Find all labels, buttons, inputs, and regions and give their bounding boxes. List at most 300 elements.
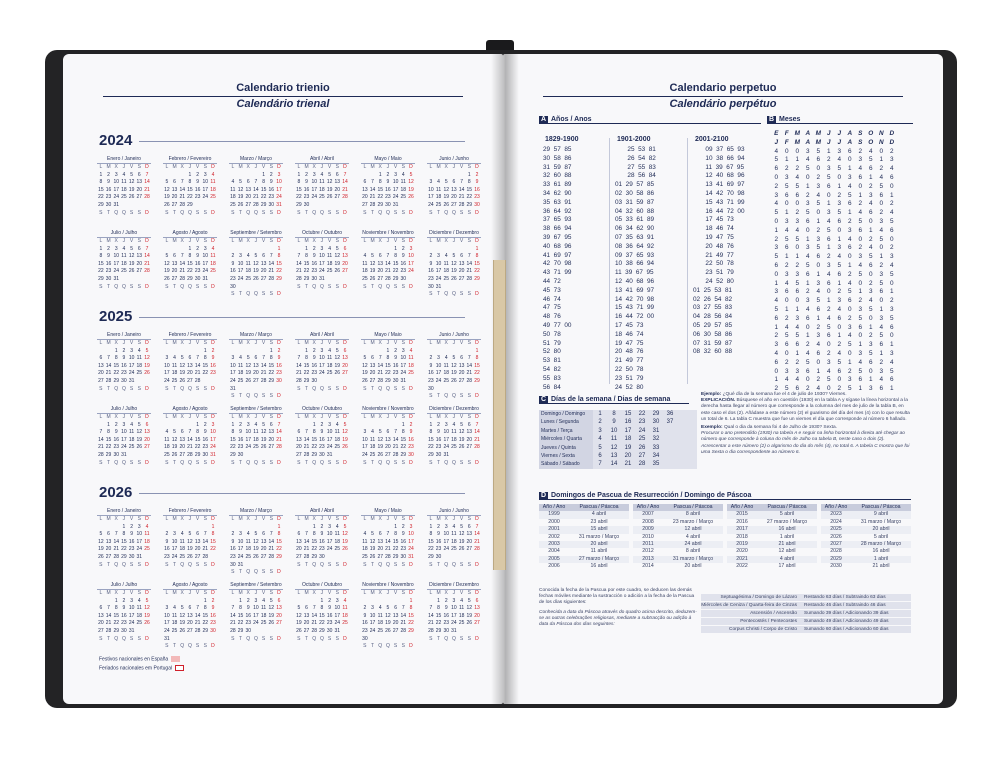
day-cell: 22 [303, 268, 310, 275]
month-name: Enero / Janeiro [97, 332, 151, 340]
month-code: 2 [837, 288, 842, 296]
day-cell: 30 [428, 385, 434, 392]
day-cell: 23 [194, 194, 201, 201]
day-cell: 19 [144, 362, 150, 369]
day-cell: 26 [458, 444, 465, 451]
day-cell: 1 [475, 347, 479, 354]
explanation-title: EXPLICACIÓN. [701, 398, 736, 404]
day-cell: 13 [187, 362, 193, 369]
weekday-head: S [335, 340, 339, 346]
day-cell: 23 [408, 444, 414, 451]
day-cell: 12 [245, 362, 251, 369]
weekday-foot: S [195, 643, 200, 650]
day-cell: 14 [230, 612, 236, 619]
month-code: 2 [805, 288, 810, 296]
day-cell: 28 [98, 451, 104, 458]
weekday-head: D [211, 590, 215, 596]
day-cell: 18 [451, 538, 457, 545]
day-cell: 30 [202, 451, 209, 458]
day-cell: 30 [362, 635, 368, 642]
weekday-head: J [386, 414, 390, 420]
day-cell: 4 [335, 421, 339, 428]
day-cell: 22 [210, 546, 216, 553]
weekday-head: V [393, 414, 398, 420]
months-row [771, 306, 897, 315]
day-cell: 23 [210, 620, 216, 627]
month-code: 6 [868, 261, 873, 269]
movable-feast-row [701, 618, 911, 625]
example-note [701, 392, 911, 456]
weekday-foot: S [165, 561, 169, 568]
month-code: 3 [784, 270, 789, 278]
empty-cell [105, 598, 113, 606]
weekday-head: S [467, 414, 471, 420]
weekday-head: X [378, 590, 382, 596]
day-cell: 10 [136, 531, 143, 538]
empty-cell [244, 284, 252, 292]
weekday-foot: D [409, 643, 413, 650]
month-initial: N [878, 138, 884, 146]
weekday-foot: D [343, 459, 347, 466]
day-cell: 9 [211, 605, 215, 612]
weekday-foot: S [429, 291, 433, 298]
weekday-foot: S [129, 385, 134, 392]
weekday-head: M [436, 340, 441, 346]
empty-cell [341, 554, 349, 562]
month-code: 3 [805, 147, 810, 155]
weekday-head: J [320, 164, 324, 170]
day-cell: 2 [231, 253, 235, 260]
empty-cell [97, 348, 105, 356]
weekday-foot: S [335, 561, 339, 568]
day-cell: 6 [343, 245, 347, 252]
day-cell: 27 [276, 620, 282, 627]
weekday-foot: Q [312, 635, 317, 642]
months-row [771, 244, 897, 253]
day-cell: 26 [451, 275, 457, 282]
month-code: 6 [889, 226, 894, 234]
day-cell: 18 [458, 612, 465, 619]
day-cell: 17 [164, 620, 170, 627]
month-code: 0 [784, 200, 789, 208]
weekday-head: V [393, 164, 398, 170]
weekday-foot: T [305, 459, 309, 466]
easter-head-row [727, 504, 817, 511]
month-code: 1 [816, 270, 821, 278]
empty-cell [260, 562, 268, 570]
easter-row [539, 556, 629, 563]
empty-cell [333, 202, 341, 210]
month-calendar [97, 156, 151, 217]
day-cell: 28 [385, 275, 391, 282]
day-cell: 23 [428, 377, 434, 384]
day-cell: 11 [362, 538, 368, 545]
empty-cell [427, 246, 435, 254]
month-code: 2 [879, 209, 884, 217]
easter-year: 2014 [642, 563, 654, 570]
weekday-foot: S [203, 643, 207, 650]
month-name: Agosto / Agosto [163, 582, 217, 590]
month-code: 4 [879, 376, 884, 384]
months-row [771, 315, 897, 324]
weekday-head: L [165, 164, 169, 170]
month-code: 6 [784, 191, 789, 199]
day-cell: 13 [253, 362, 259, 369]
weekday-foot: D [475, 393, 479, 400]
easter-year: 2028 [830, 548, 842, 555]
month-code: 2 [805, 341, 810, 349]
day-cell: 25 [408, 370, 414, 377]
day-cell: 12 [253, 260, 259, 267]
day-cell: 1 [312, 421, 316, 428]
day-cell: 5 [335, 245, 339, 252]
day-cell: 25 [326, 268, 333, 275]
day-cell: 18 [230, 194, 236, 201]
day-cell: 4 [328, 347, 331, 354]
empty-cell [260, 524, 268, 532]
easter-head: Pascua / Páscoa [579, 504, 619, 510]
day-cell: 21 [194, 370, 201, 377]
day-cell: 11 [171, 362, 178, 369]
weekday-foot: T [437, 459, 441, 466]
weekday-foot: S [363, 209, 367, 216]
empty-cell [229, 246, 237, 254]
month-calendar [229, 156, 283, 217]
weekday-head: D [409, 516, 413, 522]
day-cell: 28 [296, 275, 302, 282]
easter-body [821, 511, 911, 570]
month-code: 0 [868, 367, 873, 375]
month-calendar [427, 508, 481, 569]
weekday-foot: D [277, 209, 281, 216]
day-cell: 17 [210, 436, 216, 443]
empty-cell [143, 202, 151, 210]
weekday-name: Viernes / Sexta [539, 452, 593, 460]
day-cell: 22 [377, 194, 383, 201]
day-cell: 6 [173, 179, 176, 186]
month-code: 1 [837, 279, 842, 287]
weekday-foot: D [475, 635, 479, 642]
weekday-head: M [106, 164, 111, 170]
empty-cell [341, 202, 349, 210]
day-cell: 7 [460, 179, 463, 186]
day-cell: 17 [319, 260, 325, 267]
month-initial: J [837, 130, 842, 137]
weekday-foot: S [335, 635, 339, 642]
day-cell: 19 [245, 370, 251, 377]
month-code: 4 [868, 200, 873, 208]
weekday-value [663, 460, 677, 468]
weekday-value: 21 [624, 461, 632, 468]
day-cell: 12 [466, 605, 473, 612]
months-row [771, 227, 897, 236]
weekday-head: M [304, 164, 309, 170]
easter-head: Pascua / Páscoa [861, 504, 901, 510]
weekday-head: D [475, 238, 479, 244]
weekday-head: X [246, 340, 250, 346]
day-cell: 8 [114, 605, 118, 612]
weekday-head: L [165, 590, 169, 596]
example-pt: Qual o dia da semana foi 4 de Julho de 1930? Sexta. [723, 425, 838, 431]
day-cell: 27 [296, 553, 302, 560]
empty-cell [435, 246, 443, 254]
weekday-head: M [106, 340, 111, 346]
easter-date: 16 abril [590, 563, 608, 570]
weekday-head: V [129, 340, 134, 346]
easter-date: 1 abril [779, 533, 795, 540]
day-cell: 13 [458, 362, 465, 369]
easter-row [821, 511, 911, 518]
weekday-foot: Q [385, 643, 390, 650]
day-cell: 1 [305, 347, 308, 354]
empty-cell [229, 172, 237, 180]
day-cell: 27 [458, 377, 465, 384]
section-a-tag: A [540, 116, 547, 123]
empty-cell [135, 378, 143, 386]
day-cell: 25 [342, 620, 348, 627]
month-code: 3 [805, 244, 810, 252]
day-cell: 13 [136, 253, 143, 260]
weekday-foot: S [393, 385, 398, 392]
weekday-foot: S [363, 561, 367, 568]
day-cell: 12 [136, 429, 143, 436]
weekday-head: D [277, 340, 281, 346]
day-cell: 19 [466, 612, 473, 619]
month-code: 1 [868, 323, 873, 331]
weekday-foot: Q [114, 385, 119, 392]
day-cell: 20 [392, 620, 399, 627]
weekday-foot: S [231, 635, 235, 642]
day-cell: 7 [180, 179, 184, 186]
empty-cell [97, 422, 105, 430]
day-cell: 31 [113, 201, 119, 208]
months-row [771, 148, 897, 157]
day-cell: 1 [114, 347, 118, 354]
day-cell: 26 [144, 620, 150, 627]
day-cell: 25 [435, 201, 442, 208]
day-cell: 5 [254, 253, 258, 260]
day-cell: 31 [128, 627, 135, 634]
day-cell: 2 [328, 597, 331, 604]
weekday-foot: T [371, 209, 375, 216]
empty-cell [458, 348, 466, 356]
month-code: 6 [784, 288, 789, 296]
day-cell: 12 [128, 179, 135, 186]
month-code: 2 [847, 367, 852, 375]
month-code: 0 [774, 270, 779, 278]
movable-feast-row [701, 610, 911, 617]
months-row [771, 200, 897, 209]
day-cell: 26 [362, 377, 368, 384]
day-cell: 19 [268, 612, 275, 619]
day-cell: 22 [237, 620, 244, 627]
weekday-head: M [436, 238, 441, 244]
month-name: Febrero / Fevereiro [163, 156, 217, 164]
weekday-head: V [327, 164, 332, 170]
day-cell: 15 [474, 260, 480, 267]
month-code: 5 [774, 209, 779, 217]
month-code: 5 [847, 341, 852, 349]
day-cell: 12 [171, 436, 178, 443]
empty-cell [275, 628, 283, 636]
day-cell: 10 [164, 612, 170, 619]
month-code: 6 [826, 332, 831, 340]
weekday-head: L [363, 340, 367, 346]
day-cell: 28 [268, 275, 275, 282]
weekday-head: M [238, 590, 243, 596]
weekday-head: X [114, 164, 118, 170]
easter-date: 16 abril [778, 526, 796, 533]
day-cell: 1 [386, 347, 390, 354]
day-cell: 20 [260, 546, 267, 553]
day-cell: 4 [452, 421, 456, 428]
weekday-foot: Q [378, 643, 383, 650]
right-header-rule [543, 96, 903, 97]
day-cell: 20 [385, 444, 391, 451]
day-cell: 16 [164, 546, 170, 553]
month-code: 1 [847, 358, 852, 366]
weekday-foot: S [99, 635, 103, 642]
weekday-foot: D [475, 459, 479, 466]
weekday-foot: Q [180, 283, 185, 290]
easter-date: 8 abril [685, 548, 701, 555]
empty-cell [450, 452, 458, 460]
day-cell: 19 [342, 436, 348, 443]
weekday-head: J [122, 590, 126, 596]
day-cell: 13 [260, 538, 267, 545]
day-cell: 18 [136, 612, 143, 619]
weekday-foot: S [195, 283, 200, 290]
empty-cell [275, 386, 283, 394]
easter-year: 2027 [830, 541, 842, 548]
day-cell: 25 [451, 444, 457, 451]
day-cell: 1 [211, 523, 215, 530]
day-cell: 29 [428, 553, 434, 560]
day-cell: 16 [362, 620, 368, 627]
day-cell: 20 [276, 612, 282, 619]
day-cell: 16 [303, 186, 310, 193]
day-cell: 8 [386, 355, 390, 362]
weekday-head: V [129, 516, 134, 522]
weekday-foot: S [459, 561, 464, 568]
day-cell: 14 [400, 612, 407, 619]
day-cell: 8 [437, 605, 440, 612]
empty-cell [369, 422, 377, 430]
weekday-head: D [475, 516, 479, 522]
month-code: 2 [858, 297, 863, 305]
day-cell: 8 [262, 179, 265, 186]
weekday-foot: Q [246, 635, 251, 642]
weekday-foot: S [269, 393, 273, 400]
month-code: 5 [816, 200, 821, 208]
weekday-foot: Q [180, 459, 185, 466]
month-code: 5 [868, 349, 873, 357]
day-cell: 10 [435, 260, 442, 267]
day-cell: 6 [467, 523, 471, 530]
month-calendar [163, 582, 217, 651]
day-cell: 1 [312, 523, 316, 530]
month-code: 3 [774, 288, 779, 296]
weekday-head: S [335, 590, 339, 596]
day-cell: 14 [105, 612, 112, 619]
month-code: 1 [795, 156, 800, 164]
empty-cell [333, 276, 341, 284]
day-cell: 16 [435, 436, 442, 443]
day-cell: 6 [378, 253, 382, 260]
weekday-head: S [335, 516, 339, 522]
month-code: 4 [826, 314, 831, 322]
day-cell: 2 [130, 523, 133, 530]
day-cell: 30 [113, 451, 119, 458]
day-cell: 23 [362, 627, 368, 634]
months-row [771, 183, 897, 192]
day-cell: 12 [342, 429, 348, 436]
empty-cell [427, 348, 435, 356]
empty-cell [194, 348, 202, 356]
month-code: 3 [868, 288, 873, 296]
day-cell: 1 [203, 597, 207, 604]
month-code: 0 [774, 367, 779, 375]
month-code: 1 [858, 341, 863, 349]
empty-cell [252, 628, 260, 636]
day-cell: 21 [466, 370, 473, 377]
day-cell: 1 [114, 597, 118, 604]
legend-portugal-swatch [175, 665, 184, 671]
month-calendar [229, 406, 283, 467]
day-cell: 26 [466, 620, 473, 627]
day-cell: 23 [428, 275, 434, 282]
month-code: 4 [805, 349, 810, 357]
day-cell: 31 [164, 635, 170, 642]
month-calendar [163, 508, 217, 569]
weekday-foot: Q [451, 459, 456, 466]
day-cell: 24 [435, 377, 442, 384]
easter-row [539, 519, 629, 526]
month-code: 3 [858, 156, 863, 164]
weekday-head: V [459, 516, 464, 522]
day-cell: 10 [428, 186, 434, 193]
month-code: 0 [795, 244, 800, 252]
weekday-value: 3 [598, 427, 602, 434]
months-row [771, 192, 897, 201]
empty-cell [326, 202, 334, 210]
easter-year: 2015 [736, 511, 748, 518]
weekday-head: X [246, 590, 250, 596]
day-cell: 4 [231, 179, 235, 186]
month-code: 1 [879, 349, 884, 357]
right-title: Calendario perpetuo [669, 82, 777, 94]
day-cell: 15 [435, 612, 442, 619]
movable-feast-row [701, 626, 911, 633]
month-initial: M [815, 138, 821, 146]
easter-row [633, 541, 723, 548]
weekday-value: 32 [652, 436, 660, 443]
weekday-foot: S [203, 209, 207, 216]
empty-cell [171, 422, 179, 430]
month-calendar [361, 582, 415, 651]
day-cell: 13 [98, 362, 104, 369]
month-code: 1 [847, 165, 852, 173]
weekday-foot: D [409, 209, 413, 216]
easter-date: 5 abril [779, 511, 795, 518]
month-code: 1 [784, 253, 789, 261]
weekday-foot: S [269, 635, 273, 642]
day-cell: 14 [253, 186, 259, 193]
month-code: 2 [784, 314, 789, 322]
empty-cell [465, 348, 473, 356]
day-cell: 21 [474, 436, 480, 443]
day-cell: 27 [334, 194, 341, 201]
